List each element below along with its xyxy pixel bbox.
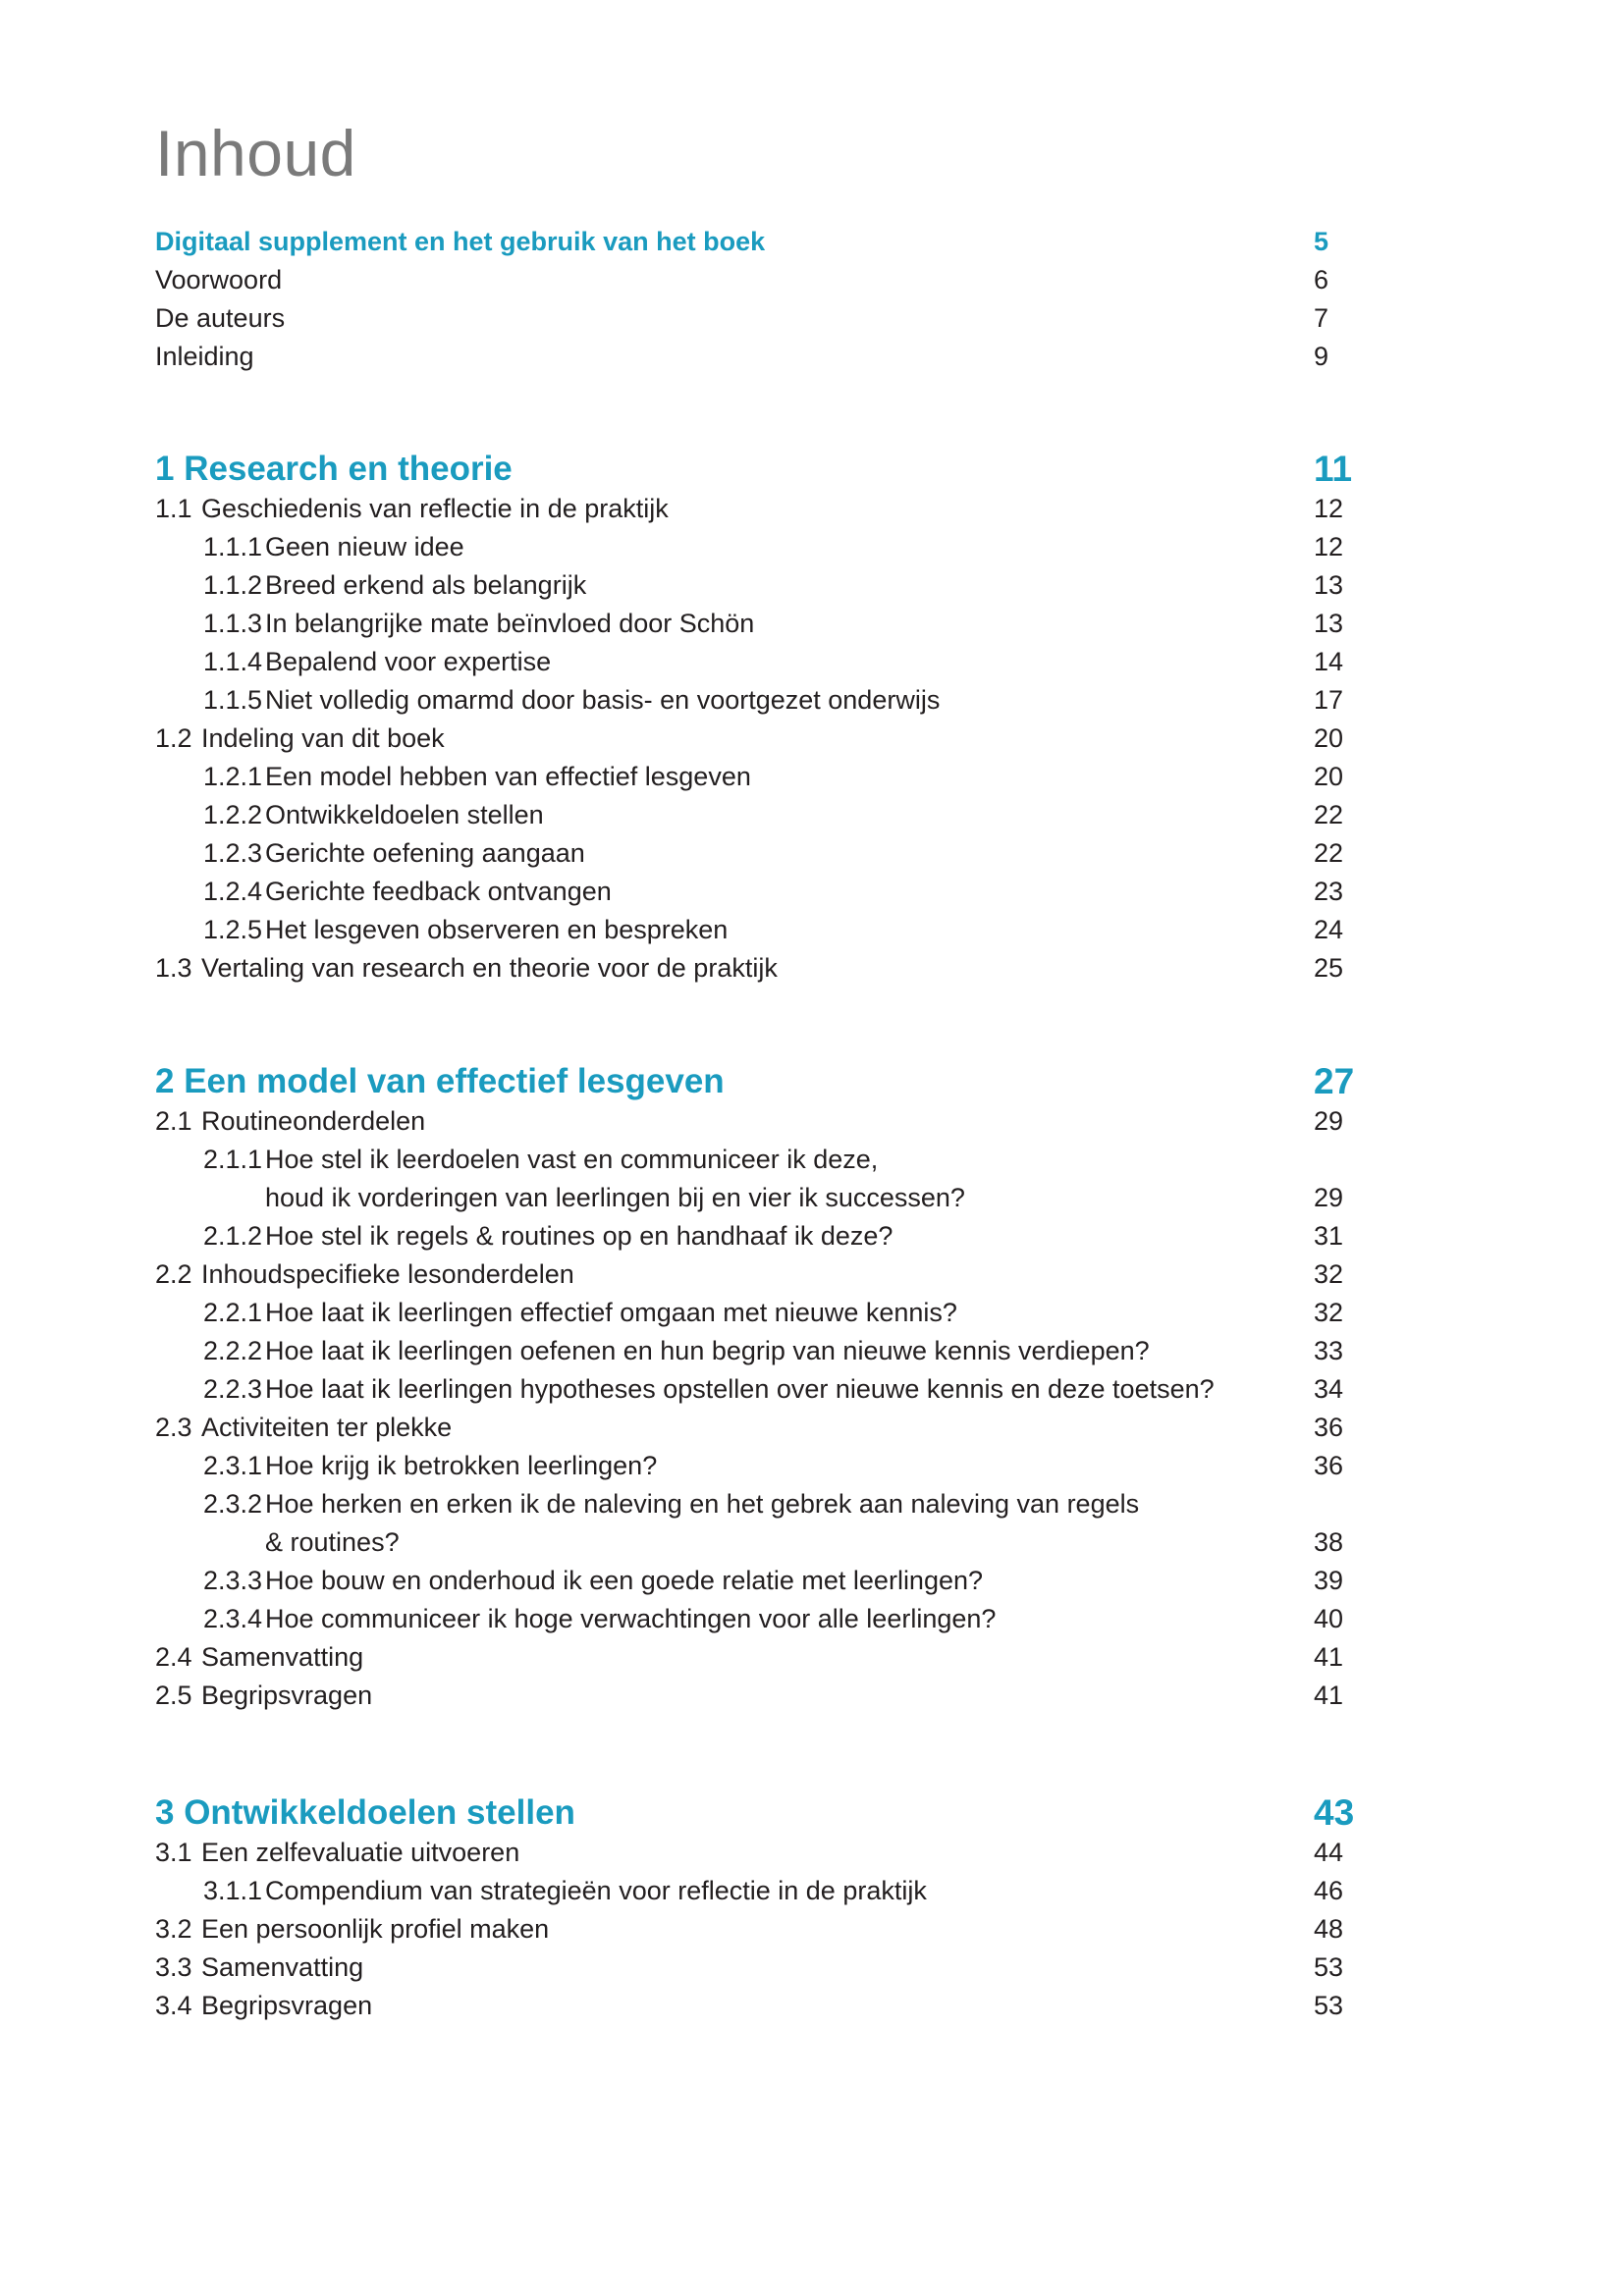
page-number: 32 (1314, 1298, 1344, 1327)
section-number: 2.2.3 (203, 1374, 263, 1404)
page-number: 53 (1314, 1991, 1344, 2020)
entry-title: Indeling van dit boek (201, 723, 445, 753)
entry-title: De auteurs (155, 303, 286, 333)
toc-subsection-entry[interactable] (155, 796, 1373, 834)
page-number: 32 (1314, 1259, 1344, 1289)
page-number: 6 (1314, 265, 1329, 294)
entry-title: Hoe communiceer ik hoge verwachtingen voor alle leerlingen? (265, 1604, 997, 1633)
section-number: 3.1.1 (203, 1876, 263, 1905)
toc-entry-continuation[interactable] (155, 1179, 1373, 1217)
entry-title: Vertaling van research en theorie voor de praktijk (201, 953, 778, 983)
entry-title: Samenvatting (201, 1952, 364, 1982)
entry-title: Hoe bouw en onderhoud ik een goede relatie met leerlingen? (265, 1566, 984, 1595)
toc-section-entry[interactable] (155, 1834, 1373, 1872)
entry-title: Begripsvragen (201, 1681, 373, 1710)
section-number: 2.4 (155, 1642, 192, 1672)
entry-title: Compendium van strategieën voor reflectie in de praktijk (265, 1876, 927, 1905)
section-number: 2.3.2 (203, 1489, 263, 1519)
toc-subsection-entry[interactable] (155, 643, 1373, 681)
chapter-title: 3 Ontwikkeldoelen stellen (155, 1793, 575, 1832)
toc-section-entry[interactable] (155, 720, 1373, 758)
section-number: 2.2 (155, 1259, 192, 1289)
toc-subsection-entry[interactable] (155, 681, 1373, 720)
toc-subsection-entry[interactable] (155, 834, 1373, 873)
section-number: 1.1 (155, 494, 192, 523)
section-number: 2.2.2 (203, 1336, 263, 1365)
toc-entry-front[interactable] (155, 223, 1373, 261)
section-number: 2.3.1 (203, 1451, 263, 1480)
toc-subsection-entry[interactable] (155, 1217, 1373, 1255)
chapter-title: 2 Een model van effectief lesgeven (155, 1062, 725, 1100)
section-number: 2.1.2 (203, 1221, 263, 1251)
entry-title: Geschiedenis van reflectie in de praktijk (201, 494, 669, 523)
entry-title: Hoe stel ik leerdoelen vast en communiceer ik deze, (265, 1145, 879, 1174)
toc-section-entry[interactable] (155, 490, 1373, 528)
chapter-2-section (155, 1061, 1373, 1715)
page-number: 41 (1314, 1642, 1344, 1672)
chapter-heading[interactable] (155, 449, 1373, 490)
section-number: 1.2.5 (203, 915, 263, 944)
section-number: 2.3.3 (203, 1566, 263, 1595)
section-number: 2.2.1 (203, 1298, 263, 1327)
entry-title: Geen nieuw idee (265, 532, 464, 561)
toc-subsection-entry[interactable] (155, 1485, 1373, 1523)
section-number: 2.1 (155, 1106, 192, 1136)
section-number: 1.1.5 (203, 685, 263, 715)
chapter-page-number: 43 (1314, 1792, 1355, 1833)
page-number: 9 (1314, 342, 1329, 371)
page-number: 23 (1314, 877, 1344, 906)
section-number: 3.3 (155, 1952, 192, 1982)
page-number: 40 (1314, 1604, 1344, 1633)
section-number: 1.1.2 (203, 570, 263, 600)
section-number: 1.2.4 (203, 877, 263, 906)
entry-title: Inleiding (155, 342, 254, 371)
entry-title: Digitaal supplement en het gebruik van het boek (155, 227, 766, 256)
entry-title: Bepalend voor expertise (265, 647, 552, 676)
entry-title: Hoe laat ik leerlingen oefenen en hun begrip van nieuwe kennis verdiepen? (265, 1336, 1150, 1365)
toc-subsection-entry[interactable] (155, 566, 1373, 605)
toc-section-entry[interactable] (155, 1255, 1373, 1294)
page-number: 36 (1314, 1451, 1344, 1480)
section-number: 1.1.4 (203, 647, 263, 676)
page-number: 24 (1314, 915, 1344, 944)
chapter-page-number: 11 (1314, 449, 1353, 489)
entry-title: Hoe stel ik regels & routines op en handhaaf ik deze? (265, 1221, 893, 1251)
toc-section-entry[interactable] (155, 1638, 1373, 1677)
page-number: 39 (1314, 1566, 1344, 1595)
page-title: Inhoud (155, 117, 356, 189)
page-number: 13 (1314, 570, 1344, 600)
page-number: 20 (1314, 723, 1344, 753)
toc-subsection-entry[interactable] (155, 911, 1373, 949)
entry-title-continuation: & routines? (265, 1527, 400, 1557)
toc-entry-continuation[interactable] (155, 1523, 1373, 1562)
toc-entry-front[interactable] (155, 338, 1373, 376)
page-number: 33 (1314, 1336, 1344, 1365)
entry-title: Routineonderdelen (201, 1106, 426, 1136)
page-number: 44 (1314, 1838, 1344, 1867)
page-number: 5 (1314, 227, 1329, 256)
toc-subsection-entry[interactable] (155, 758, 1373, 796)
page-number: 31 (1314, 1221, 1344, 1251)
entry-title: Het lesgeven observeren en bespreken (265, 915, 729, 944)
page-number: 53 (1314, 1952, 1344, 1982)
toc-section-entry[interactable] (155, 1910, 1373, 1949)
toc-subsection-entry[interactable] (155, 1141, 1373, 1179)
page-number: 20 (1314, 762, 1344, 791)
toc-entry-front[interactable] (155, 299, 1373, 338)
section-number: 2.3 (155, 1413, 192, 1442)
toc-subsection-entry[interactable] (155, 1332, 1373, 1370)
entry-title: Begripsvragen (201, 1991, 373, 2020)
entry-title: Breed erkend als belangrijk (265, 570, 587, 600)
page-number: 13 (1314, 609, 1344, 638)
front-matter-list (155, 223, 1373, 376)
page-number: 46 (1314, 1876, 1344, 1905)
section-number: 2.3.4 (203, 1604, 263, 1633)
toc-subsection-entry[interactable] (155, 873, 1373, 911)
section-number: 3.4 (155, 1991, 192, 2020)
toc-section-entry[interactable] (155, 1987, 1373, 2025)
toc-subsection-entry[interactable] (155, 605, 1373, 643)
page-number: 41 (1314, 1681, 1344, 1710)
section-number: 1.2.2 (203, 800, 263, 829)
page-number: 25 (1314, 953, 1344, 983)
entry-title: Hoe krijg ik betrokken leerlingen? (265, 1451, 658, 1480)
page-number: 36 (1314, 1413, 1344, 1442)
entry-title: Een persoonlijk profiel maken (201, 1914, 550, 1944)
toc-subsection-entry[interactable] (155, 1562, 1373, 1600)
entry-title: In belangrijke mate beïnvloed door Schön (265, 609, 755, 638)
page-number: 48 (1314, 1914, 1344, 1944)
page-number: 38 (1314, 1527, 1344, 1557)
page-number: 29 (1314, 1106, 1344, 1136)
chapter-title: 1 Research en theorie (155, 450, 513, 488)
chapter-heading[interactable] (155, 1061, 1373, 1102)
entry-title: Voorwoord (155, 265, 283, 294)
chapter-3-section (155, 1792, 1373, 2025)
page-number: 22 (1314, 838, 1344, 868)
chapter-heading[interactable] (155, 1792, 1373, 1834)
toc-subsection-entry[interactable] (155, 1447, 1373, 1485)
entry-title: Gerichte feedback ontvangen (265, 877, 612, 906)
entry-title: Ontwikkeldoelen stellen (265, 800, 544, 829)
page-number: 12 (1314, 494, 1344, 523)
toc-section-entry[interactable] (155, 1409, 1373, 1447)
entry-title-continuation: houd ik vorderingen van leerlingen bij en vier ik successen? (265, 1183, 965, 1212)
section-number: 1.1.1 (203, 532, 263, 561)
section-number: 2.1.1 (203, 1145, 263, 1174)
toc-section-entry[interactable] (155, 1677, 1373, 1715)
section-number: 3.2 (155, 1914, 192, 1944)
chapter-1-section (155, 449, 1373, 988)
section-number: 2.5 (155, 1681, 192, 1710)
entry-title: Hoe laat ik leerlingen hypotheses opstellen over nieuwe kennis en deze toetsen? (265, 1374, 1215, 1404)
section-number: 1.2.3 (203, 838, 263, 868)
toc-subsection-entry[interactable] (155, 1872, 1373, 1910)
entry-title: Gerichte oefening aangaan (265, 838, 585, 868)
page-number: 34 (1314, 1374, 1344, 1404)
entry-title: Activiteiten ter plekke (201, 1413, 453, 1442)
page-number: 12 (1314, 532, 1344, 561)
section-number: 1.2 (155, 723, 192, 753)
entry-title: Niet volledig omarmd door basis- en voortgezet onderwijs (265, 685, 941, 715)
entry-title: Een model hebben van effectief lesgeven (265, 762, 751, 791)
entry-title: Hoe herken en erken ik de naleving en het gebrek aan naleving van regels (265, 1489, 1140, 1519)
section-number: 1.3 (155, 953, 192, 983)
toc-section-entry[interactable] (155, 1949, 1373, 1987)
toc-section-entry[interactable] (155, 949, 1373, 988)
toc-subsection-entry[interactable] (155, 1600, 1373, 1638)
entry-title: Een zelfevaluatie uitvoeren (201, 1838, 520, 1867)
entry-title: Samenvatting (201, 1642, 364, 1672)
toc-subsection-entry[interactable] (155, 528, 1373, 566)
toc-section-entry[interactable] (155, 1102, 1373, 1141)
page-number: 14 (1314, 647, 1344, 676)
toc-subsection-entry[interactable] (155, 1370, 1373, 1409)
page-number: 17 (1314, 685, 1344, 715)
entry-title: Hoe laat ik leerlingen effectief omgaan met nieuwe kennis? (265, 1298, 957, 1327)
toc-entry-front[interactable] (155, 261, 1373, 299)
entry-title: Inhoudspecifieke lesonderdelen (201, 1259, 574, 1289)
toc-subsection-entry[interactable] (155, 1294, 1373, 1332)
section-number: 3.1 (155, 1838, 192, 1867)
page-number: 7 (1314, 303, 1329, 333)
chapter-page-number: 27 (1314, 1061, 1355, 1101)
page-number: 22 (1314, 800, 1344, 829)
section-number: 1.1.3 (203, 609, 263, 638)
page-number: 29 (1314, 1183, 1344, 1212)
section-number: 1.2.1 (203, 762, 263, 791)
